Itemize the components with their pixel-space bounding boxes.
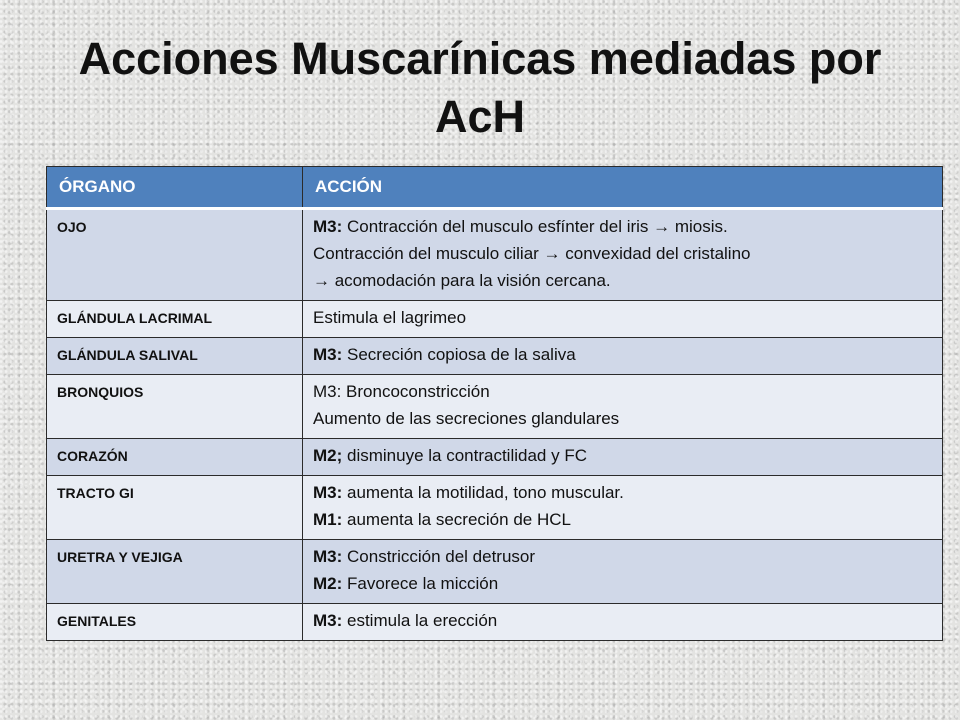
action-line: Contracción del musculo ciliar → convexidad del cristalino bbox=[313, 244, 751, 263]
action-line: M2; disminuye la contractilidad y FC bbox=[313, 446, 587, 465]
table-row bbox=[47, 338, 943, 375]
table-body bbox=[47, 209, 943, 641]
action-line: M1: aumenta la secreción de HCL bbox=[313, 510, 571, 529]
action-cell bbox=[303, 439, 943, 476]
muscarinic-actions-table bbox=[46, 166, 943, 641]
action-cell bbox=[303, 338, 943, 375]
table-row bbox=[47, 476, 943, 540]
slide-title: Acciones Muscarínicas mediadas por AcH bbox=[78, 33, 882, 142]
organ-cell: TRACTO GI bbox=[47, 476, 303, 540]
action-cell bbox=[303, 476, 943, 540]
action-cell bbox=[303, 375, 943, 439]
header-action: ACCIÓN bbox=[303, 167, 943, 209]
action-cell bbox=[303, 301, 943, 338]
organ-cell: CORAZÓN bbox=[47, 439, 303, 476]
action-line: M3: aumenta la motilidad, tono muscular. bbox=[313, 483, 624, 502]
organ-cell: GLÁNDULA SALIVAL bbox=[47, 338, 303, 375]
table-row bbox=[47, 439, 943, 476]
right-arrow-icon: → bbox=[313, 271, 330, 290]
table-row bbox=[47, 209, 943, 301]
organ-cell: OJO bbox=[47, 209, 303, 301]
action-cell bbox=[303, 209, 943, 301]
right-arrow-icon: → bbox=[543, 244, 561, 263]
action-line: M3: Contracción del musculo esfínter del iris → miosis. bbox=[313, 217, 728, 236]
action-line: Estimula el lagrimeo bbox=[313, 308, 467, 327]
table-row bbox=[47, 604, 943, 641]
action-line: M3: Constricción del detrusor bbox=[313, 547, 536, 566]
organ-cell: GLÁNDULA LACRIMAL bbox=[47, 301, 303, 338]
table-row bbox=[47, 540, 943, 604]
action-cell bbox=[303, 604, 943, 641]
action-line: M2: Favorece la micción bbox=[313, 574, 499, 593]
action-line: → acomodación para la visión cercana. bbox=[313, 271, 611, 290]
table-header-row bbox=[47, 167, 943, 209]
action-line: M3: Broncoconstricción bbox=[313, 382, 490, 401]
action-cell bbox=[303, 540, 943, 604]
table-row bbox=[47, 301, 943, 338]
organ-cell: URETRA Y VEJIGA bbox=[47, 540, 303, 604]
organ-cell: GENITALES bbox=[47, 604, 303, 641]
header-organ: ÓRGANO bbox=[47, 167, 303, 209]
table-row bbox=[47, 375, 943, 439]
action-line: Aumento de las secreciones glandulares bbox=[313, 409, 620, 428]
organ-cell: BRONQUIOS bbox=[47, 375, 303, 439]
action-line: M3: estimula la erección bbox=[313, 611, 498, 630]
right-arrow-icon: → bbox=[653, 217, 671, 236]
action-line: M3: Secreción copiosa de la saliva bbox=[313, 345, 576, 364]
